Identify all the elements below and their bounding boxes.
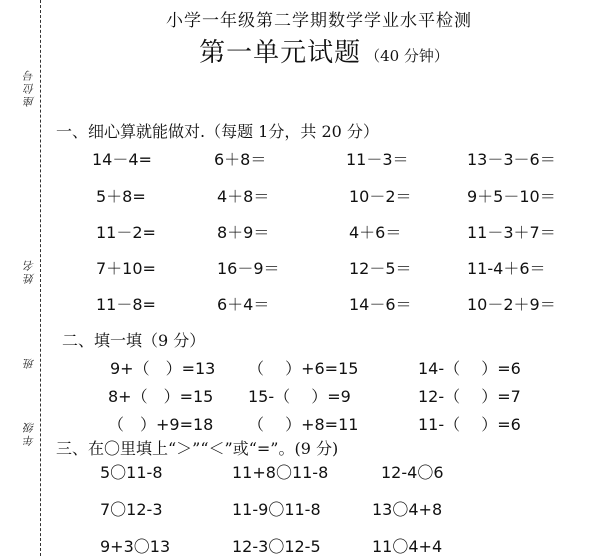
page-title (0, 32, 598, 69)
s3-problem: 9+3〇13 (100, 537, 171, 556)
s2-problem: 15-（ ）=9 (248, 387, 351, 406)
s1-problem: 14－6＝ (349, 295, 412, 314)
s1-problem: 11－3＝ (346, 150, 409, 169)
section-2-heading: 二、填一填（9 分） (62, 331, 206, 350)
s3-problem: 7〇12-3 (100, 500, 163, 519)
s1-problem: 11－8= (96, 295, 156, 314)
s1-problem: 5＋8= (96, 187, 146, 206)
s1-problem: 11－2= (96, 223, 156, 242)
s1-problem: 4＋8＝ (217, 187, 270, 206)
s2-problem: 9+（ ）=13 (110, 359, 216, 378)
margin-label-name: 姓名 (23, 258, 36, 284)
s3-problem: 11+8〇11-8 (232, 463, 329, 482)
section-1-heading: 一、细心算就能做对.（每题 1分，共 20 分） (56, 122, 379, 141)
s3-problem: 12-3〇12-5 (232, 537, 321, 556)
s1-problem: 9＋5－10＝ (467, 187, 556, 206)
s3-problem: 13〇4+8 (372, 500, 443, 519)
s2-problem: 12-（ ）=7 (418, 387, 521, 406)
page-title-text: 第一单元试题 (199, 38, 362, 68)
s1-problem: 12－5＝ (349, 259, 412, 278)
margin-label-grade: 年级 (23, 420, 36, 446)
margin-label-class: 班 (23, 356, 36, 369)
s2-problem: 8+（ ）=15 (108, 387, 214, 406)
s3-problem: 11-9〇11-8 (232, 500, 321, 519)
s1-problem: 6＋4＝ (217, 295, 270, 314)
s2-problem: 11-（ ）=6 (418, 415, 521, 434)
s1-problem: 11－3＋7＝ (467, 223, 556, 242)
s3-problem: 5〇11-8 (100, 463, 163, 482)
s2-problem: （ ）+6=15 (248, 359, 359, 378)
binding-dashed-line (40, 0, 41, 556)
s1-problem: 10－2＋9＝ (467, 295, 556, 314)
s2-problem: 14-（ ）=6 (418, 359, 521, 378)
s1-problem: 7＋10= (96, 259, 156, 278)
section-3-heading: 三、在〇里填上“＞”“＜”或“=”。(9 分) (56, 439, 339, 458)
s1-problem: 16－9＝ (217, 259, 280, 278)
s2-problem: （ ）+9=18 (108, 415, 214, 434)
s1-problem: 6＋8＝ (214, 150, 267, 169)
s3-problem: 12-4〇6 (381, 463, 444, 482)
margin-label-seat-number: 座位号 (23, 68, 36, 107)
exam-duration: （40 分钟） (365, 47, 449, 65)
s1-problem: 14－4= (92, 150, 152, 169)
s2-problem: （ ）+8=11 (248, 415, 359, 434)
s1-problem: 13－3－6＝ (467, 150, 556, 169)
s3-problem: 11〇4+4 (372, 537, 443, 556)
s1-problem: 11-4＋6＝ (467, 259, 546, 278)
s1-problem: 8＋9＝ (217, 223, 270, 242)
exam-subtitle: 小学一年级第二学期数学学业水平检测 (166, 11, 472, 31)
s1-problem: 10－2＝ (349, 187, 412, 206)
s1-problem: 4＋6＝ (349, 223, 402, 242)
